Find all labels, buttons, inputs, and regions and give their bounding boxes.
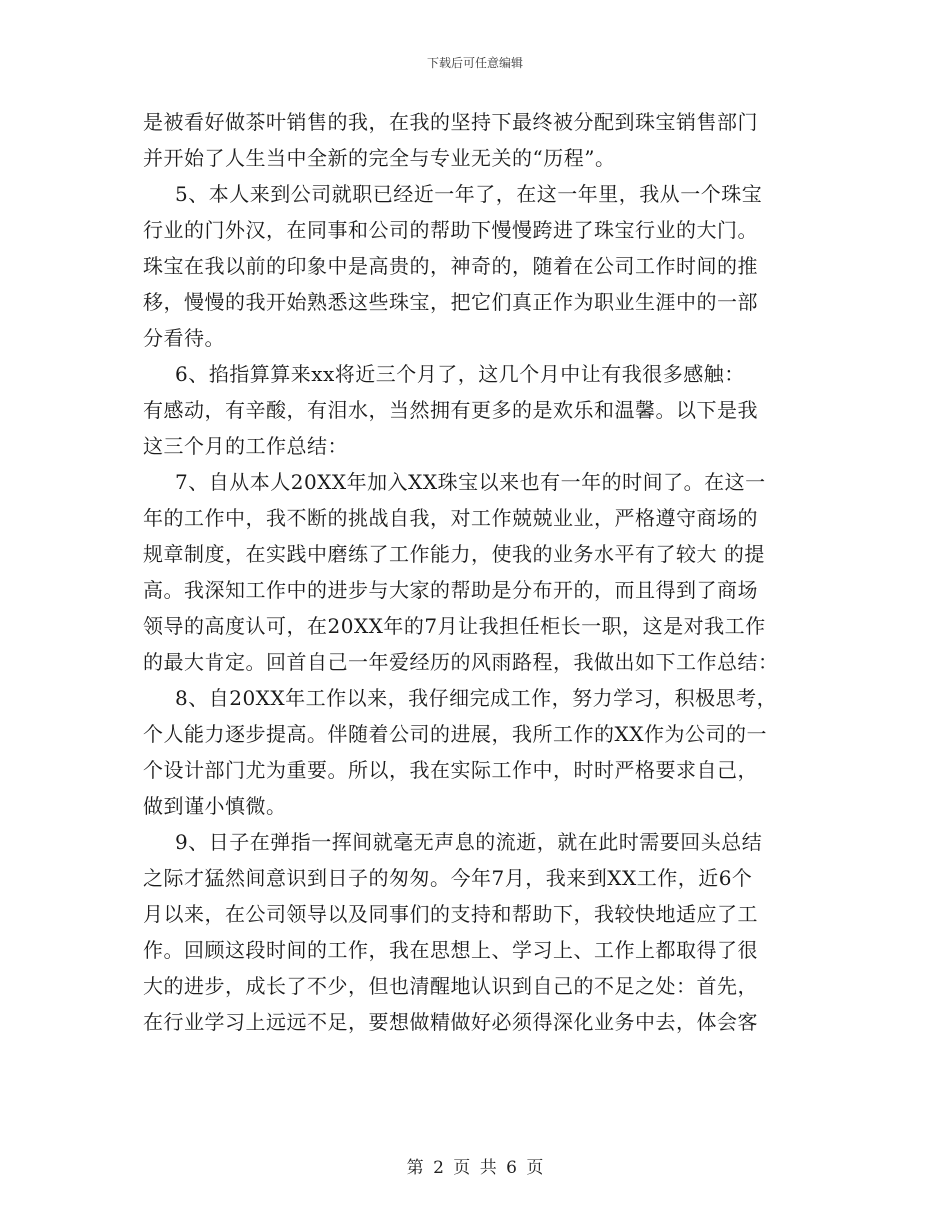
text-line: 做到谨小慎微。 [143, 794, 287, 818]
page-header: 下载后可任意编辑 [426, 56, 523, 70]
text-line: 分看待。 [143, 326, 225, 350]
text-line: 这三个月的工作总结： [143, 434, 348, 458]
paragraph-start-line: 8、自20XX年工作以来，我仔细完成工作，努力学习，积极思考， [175, 686, 778, 710]
text-line: 并开始了人生当中全新的完全与专业无关的“历程”。 [143, 146, 616, 170]
text-line: 在行业学习上远远不足，要想做精做好必须得深化业务中去，体会客 [143, 1010, 758, 1034]
paragraph-start-line: 6、掐指算算来xx将近三个月了，这几个月中让有我很多感触： [175, 362, 745, 386]
text-line: 是被看好做茶叶销售的我，在我的坚持下最终被分配到珠宝销售部门 [143, 110, 758, 134]
text-line: 年的工作中，我不断的挑战自我，对工作兢兢业业，严格遵守商场的 [143, 506, 758, 530]
paragraph-start-line: 9、日子在弹指一挥间就毫无声息的流逝，就在此时需要回头总结 [175, 830, 763, 854]
text-line: 个人能力逐步提高。伴随着公司的进展，我所工作的XX作为公司的一 [143, 722, 767, 746]
text-line: 领导的高度认可，在20XX年的7月让我担任柜长一职，这是对我工作 [143, 614, 766, 638]
text-line: 的最大肯定。回首自己一年爱经历的风雨路程，我做出如下工作总结： [143, 650, 779, 674]
text-line: 规章制度，在实践中磨练了工作能力，使我的业务水平有了较大 的提 [143, 542, 765, 566]
page-number-footer: 第 2 页 共 6 页 [406, 1158, 544, 1178]
text-line: 移，慢慢的我开始熟悉这些珠宝，把它们真正作为职业生涯中的一部 [143, 290, 758, 314]
text-line: 作。回顾这段时间的工作，我在思想上、学习上、工作上都取得了很 [143, 938, 758, 962]
text-line: 行业的门外汉，在同事和公司的帮助下慢慢跨进了珠宝行业的大门。 [143, 218, 758, 242]
text-line: 大的进步，成长了不少，但也清醒地认识到自己的不足之处：首先， [143, 974, 758, 998]
text-line: 个设计部门尤为重要。所以，我在实际工作中，时时严格要求自己， [143, 758, 758, 782]
text-line: 高。我深知工作中的进步与大家的帮助是分布开的，而且得到了商场 [143, 578, 758, 602]
text-line: 珠宝在我以前的印象中是高贵的，神奇的，随着在公司工作时间的推 [143, 254, 758, 278]
paragraph-start-line: 7、自从本人20XX年加入XX珠宝以来也有一年的时间了。在这一 [175, 470, 766, 494]
paragraph-start-line: 5、本人来到公司就职已经近一年了，在这一年里，我从一个珠宝 [175, 182, 763, 206]
text-line: 有感动，有辛酸，有泪水，当然拥有更多的是欢乐和温馨。以下是我 [143, 398, 758, 422]
document-body [143, 104, 811, 1040]
text-line: 之际才猛然间意识到日子的匆匆。今年7月，我来到XX工作，近6个 [143, 866, 753, 890]
text-line: 月以来，在公司领导以及同事们的支持和帮助下，我较快地适应了工 [143, 902, 758, 926]
